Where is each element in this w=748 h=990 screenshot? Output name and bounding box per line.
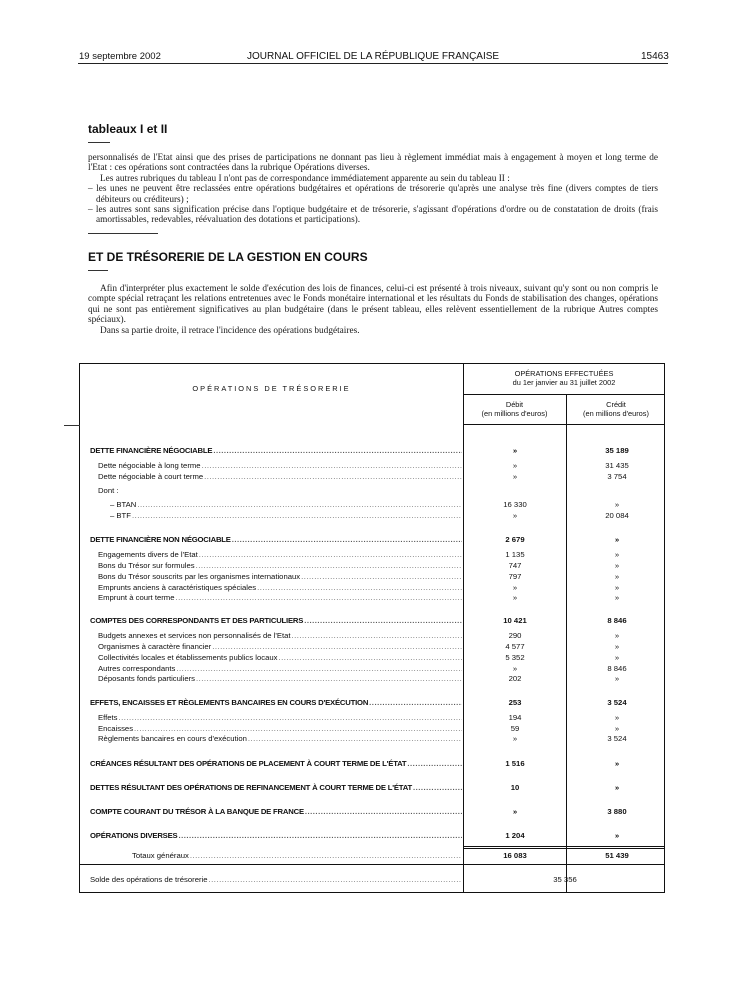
- table-row: [80, 712, 664, 723]
- credit-value: 8 846: [607, 616, 627, 625]
- credit-value: »: [614, 631, 620, 640]
- credit-value: »: [614, 713, 620, 722]
- credit-value: »: [614, 831, 620, 840]
- column-header-credit-unit: (en millions d'euros): [583, 409, 649, 418]
- column-header-credit: Crédit: [606, 400, 626, 409]
- paragraph: Les autres rubriques du tableau I n'ont pas de correspondance immédiatement apparente au sein du tableau II :: [100, 173, 510, 184]
- debit-value: »: [512, 664, 518, 673]
- debit-value: 290: [508, 631, 522, 640]
- debit-value: »: [512, 461, 518, 470]
- debit-value: 747: [508, 561, 522, 570]
- debit-value: »: [512, 807, 518, 816]
- row-label: Dette négociable à long terme .....: [98, 460, 462, 471]
- debit-value: 202: [508, 674, 522, 683]
- row-label: CRÉANCES RÉSULTANT DES OPÉRATIONS DE PLACEMENT À COURT TERME DE L'ÉTAT .....: [90, 758, 462, 769]
- credit-value: 3 524: [607, 734, 627, 743]
- debit-value: 1 204: [505, 831, 525, 840]
- row-label: – BTF .....: [110, 510, 462, 521]
- row-label: Emprunts anciens à caractéristiques spéciales .....: [98, 582, 462, 593]
- row-label: Effets .....: [98, 712, 462, 723]
- paragraph: personnalisés de l'Etat ainsi que des prises de participations ne donnant pas lieu à règlement immédiat mais à engagement à moyen et long terme de l'Etat : ces opérations sont contractées dans la rubrique Opérations diverses.: [88, 153, 658, 174]
- solde-value: 35 356: [553, 875, 577, 884]
- row-label: Emprunt à court terme .....: [98, 592, 462, 603]
- debit-total: 16 083: [503, 851, 527, 860]
- separator-rule: [88, 233, 158, 234]
- totals-divider: [463, 848, 664, 849]
- credit-value: 3 524: [607, 698, 627, 707]
- row-label: DETTE FINANCIÈRE NON NÉGOCIABLE .....: [90, 534, 462, 545]
- debit-value: 4 577: [505, 642, 525, 651]
- row-label: EFFETS, ENCAISSES ET RÈGLEMENTS BANCAIRES EN COURS D'EXÉCUTION .....: [90, 697, 462, 708]
- totals-divider: [463, 846, 664, 847]
- credit-value: »: [614, 674, 620, 683]
- debit-value: »: [512, 734, 518, 743]
- row-label: COMPTES DES CORRESPONDANTS ET DES PARTICULIERS .....: [90, 615, 462, 626]
- row-label: Collectivités locales et établissements publics locaux .....: [98, 652, 462, 663]
- list-item: – les autres sont sans signification précise dans l'optique budgétaire et de trésorerie, s'agissant d'opérations d'ordre ou de constatation de droits (frais amortissables, redevables, réévaluation des dotations et participations).: [88, 205, 658, 226]
- table-row: [80, 806, 664, 817]
- credit-value: »: [614, 759, 620, 768]
- header-date: 19 septembre 2002: [79, 51, 161, 62]
- credit-value: »: [614, 535, 620, 544]
- section-title-tableaux: tableaux I et II: [88, 122, 168, 136]
- section-title-tresorerie: ET DE TRÉSORERIE DE LA GESTION EN COURS: [88, 250, 368, 264]
- credit-value: 20 084: [605, 511, 629, 520]
- column-header-period: du 1er janvier au 31 juillet 2002: [512, 378, 616, 387]
- totals-row: [80, 850, 664, 861]
- section-title-underline: [88, 270, 108, 271]
- solde-divider: [80, 864, 664, 865]
- header-journal-title: JOURNAL OFFICIEL DE LA RÉPUBLIQUE FRANÇAISE: [247, 51, 500, 62]
- debit-value: 1 135: [505, 550, 525, 559]
- header-divider: [463, 424, 664, 425]
- row-label: Bons du Trésor sur formules .....: [98, 560, 462, 571]
- table-row: [80, 510, 664, 521]
- column-header-operations: OPÉRATIONS DE TRÉSORERIE: [192, 384, 351, 393]
- section1-text: [88, 153, 658, 226]
- table-row: [80, 534, 664, 545]
- row-label: Organismes à caractère financier .....: [98, 641, 462, 652]
- debit-value: »: [512, 472, 518, 481]
- row-label: Dette négociable à court terme .....: [98, 471, 462, 482]
- table-row: [80, 782, 664, 793]
- row-label: OPÉRATIONS DIVERSES .....: [90, 830, 462, 841]
- table-row: [80, 615, 664, 626]
- debit-value: 1 516: [505, 759, 525, 768]
- debit-value: 2 679: [505, 535, 525, 544]
- table-row: [80, 471, 664, 482]
- credit-value: »: [614, 724, 620, 733]
- debit-value: »: [512, 511, 518, 520]
- table-row: [80, 549, 664, 560]
- table-row: [80, 652, 664, 663]
- table-row: [80, 641, 664, 652]
- credit-value: »: [614, 593, 620, 602]
- credit-value: »: [614, 583, 620, 592]
- credit-value: »: [614, 642, 620, 651]
- table-row: [80, 445, 664, 456]
- table-row: [80, 592, 664, 603]
- debit-value: 10: [510, 783, 520, 792]
- section2-text: [88, 284, 658, 336]
- row-label: Encaisses .....: [98, 723, 462, 734]
- table-row: [80, 697, 664, 708]
- debit-value: 797: [508, 572, 522, 581]
- list-item: – les unes ne peuvent être reclassées entre opérations budgétaires et opérations de trésorerie qu'après une analyse très fine (divers comptes de tiers débiteurs ou créditeurs) ;: [88, 184, 658, 205]
- credit-value: 8 846: [607, 664, 627, 673]
- row-label: Totaux généraux .....: [132, 850, 462, 861]
- column-header-debit: Débit: [505, 400, 524, 409]
- credit-value: 3 880: [607, 807, 627, 816]
- row-label: COMPTE COURANT DU TRÉSOR À LA BANQUE DE FRANCE .....: [90, 806, 462, 817]
- credit-total: 51 439: [605, 851, 629, 860]
- solde-row: [80, 874, 664, 885]
- credit-value: 3 754: [607, 472, 627, 481]
- row-label: Bons du Trésor souscrits par les organismes internationaux .....: [98, 571, 462, 582]
- header-divider: [463, 394, 664, 395]
- row-label: Autres correspondants .....: [98, 663, 462, 674]
- row-label: Déposants fonds particuliers .....: [98, 673, 462, 684]
- column-header-debit-unit: (en millions d'euros): [481, 409, 548, 418]
- table-row: [80, 499, 664, 510]
- debit-value: 194: [508, 713, 522, 722]
- treasury-operations-table: [79, 363, 665, 893]
- table-row: [80, 673, 664, 684]
- paragraph: Afin d'interpréter plus exactement le solde d'exécution des lois de finances, celui-ci est présenté à trois niveaux, suivant qu'y sont ou non compris le compte spécial retraçant les relations entretenues avec le Fonds monétaire international et les résultats du Fonds de stabilisation des changes, opérations qui ne sont pas entièrement significatives au plan budgétaire (dans le présent tableau, elles relèvent essentiellement de la rubrique Autres comptes spéciaux).: [88, 284, 658, 326]
- credit-value: »: [614, 783, 620, 792]
- row-label: Solde des opérations de trésorerie .....: [90, 874, 462, 885]
- table-row: [80, 560, 664, 571]
- credit-value: »: [614, 550, 620, 559]
- row-label: Budgets annexes et services non personnalisés de l'Etat .....: [98, 630, 462, 641]
- table-row: [80, 758, 664, 769]
- credit-value: »: [614, 572, 620, 581]
- credit-value: »: [614, 500, 620, 509]
- debit-value: 10 421: [503, 616, 527, 625]
- paragraph: Dans sa partie droite, il retrace l'incidence des opérations budgétaires.: [100, 325, 360, 336]
- row-label: – BTAN .....: [110, 499, 462, 510]
- table-row: [80, 460, 664, 471]
- table-row: [80, 830, 664, 841]
- debit-value: »: [512, 583, 518, 592]
- row-label: Dont :: [98, 486, 119, 495]
- debit-value: »: [512, 446, 518, 455]
- debit-value: »: [512, 593, 518, 602]
- debit-value: 5 352: [505, 653, 525, 662]
- margin-tick: [64, 425, 80, 426]
- debit-value: 16 330: [503, 500, 527, 509]
- credit-value: »: [614, 561, 620, 570]
- table-row: [80, 733, 664, 744]
- header-page-number: 15463: [641, 51, 669, 62]
- column-header-effectuees: OPÉRATIONS EFFECTUÉES: [514, 369, 614, 378]
- debit-value: 59: [510, 724, 520, 733]
- row-label: Engagements divers de l'Etat .....: [98, 549, 462, 560]
- table-row: [80, 485, 664, 496]
- credit-value: 35 189: [605, 446, 629, 455]
- table-row: [80, 630, 664, 641]
- row-label: DETTES RÉSULTANT DES OPÉRATIONS DE REFINANCEMENT À COURT TERME DE L'ÉTAT .....: [90, 782, 462, 793]
- section-title-underline: [88, 142, 110, 143]
- debit-value: 253: [508, 698, 522, 707]
- row-label: DETTE FINANCIÈRE NÉGOCIABLE .....: [90, 445, 462, 456]
- row-label: Règlements bancaires en cours d'exécution .....: [98, 733, 462, 744]
- header-rule: [78, 63, 668, 64]
- table-row: [80, 571, 664, 582]
- credit-value: »: [614, 653, 620, 662]
- credit-value: 31 435: [605, 461, 629, 470]
